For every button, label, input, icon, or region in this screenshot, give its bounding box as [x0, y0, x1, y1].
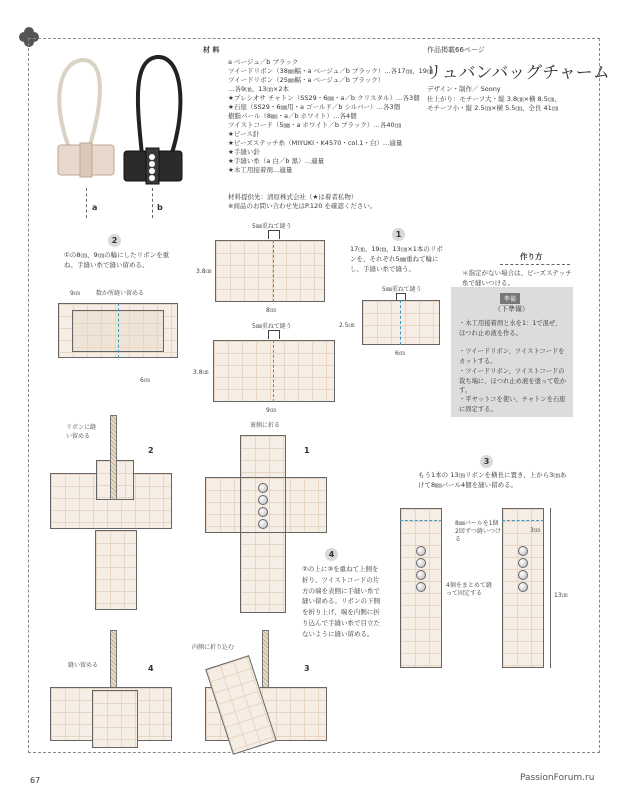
dim-3-8-a: 3.8㎝ — [196, 268, 212, 275]
pearl-note-1: 8㎜パールを1個2回ずつ縫いつける — [455, 520, 501, 543]
pearl — [416, 546, 426, 556]
ring-6cm-label: 6㎝ — [140, 377, 150, 384]
howto-note: ＊指定がない場合は、ビーズステッチ糸で縫いつける。 — [462, 269, 572, 287]
howto-underline — [500, 264, 570, 265]
prep-box — [451, 287, 573, 417]
center-sew-label: 数か所縫い留める — [96, 290, 145, 297]
pearl — [258, 507, 268, 517]
seam-line — [400, 300, 401, 345]
ring-9cm-diagram — [213, 340, 335, 402]
page-title: リュバンバッグチャーム — [425, 63, 610, 83]
material-item: ツイードリボン（38㎜幅・a ベージュ／b ブラック）…各17㎝、19㎝ — [228, 67, 434, 75]
fig2-ribbon-vertical — [95, 530, 137, 610]
prep-item: ・木工用接着剤と水を1：1で混ぜ、ほつれ止め液を作る。 — [459, 320, 562, 337]
material-item: ★ビーズステッチ糸（MIYUKI・K4570・col.1・白）…適量 — [228, 139, 403, 147]
step-3-text: もう1本の 13㎝リボンを横長に置き、上から3㎝あけて8㎜パール4個を縫い留める。 — [418, 471, 567, 489]
prep-item: ・ツイードリボン、ツイストコードの裁ち端に、ほつれ止め液を塗って乾かす。 — [459, 368, 567, 394]
dim-13cm-line — [550, 508, 551, 668]
pearl — [518, 558, 528, 568]
ring-6cm-diagram — [362, 300, 440, 345]
material-item: ツイードリボン（25㎜幅・a ベージュ／b ブラック） — [228, 76, 385, 84]
figure-3-label: 3 — [304, 664, 310, 673]
howto-heading: 作り方 — [520, 252, 543, 261]
dim-3cm: 3㎝ — [530, 527, 540, 534]
figure-4-label: 4 — [148, 664, 154, 673]
photo-dash-b — [152, 188, 153, 218]
overlap-label-1: 5㎜重ねて縫う — [252, 223, 292, 230]
prep-title: （下準備） — [494, 305, 529, 313]
materials-list — [228, 58, 433, 175]
seam-line — [273, 240, 274, 302]
step-4-number: 4 — [325, 548, 338, 561]
ring-9cm-label: 9㎝ — [70, 290, 80, 297]
photo-dash-a — [86, 188, 87, 218]
pearl — [518, 546, 528, 556]
material-item: a ベージュ／b ブラック — [228, 58, 299, 66]
watermark: PassionForum.ru — [520, 773, 595, 783]
step-4-text: ②の上に③を重ねて上側を折り、ツイストコードの片方の端を表側に手縫い糸で縫い留める。リボンの下側を折り上げ、端を内側に折り込んで手縫い糸で目立たないように縫い留める。 — [302, 565, 380, 638]
overlap-bracket-2 — [268, 330, 280, 339]
dim-2-5: 2.5㎝ — [339, 322, 355, 329]
contact-note: ※商品のお問い合わせ先はP.120 を確認ください。 — [228, 202, 377, 210]
dim-9cm: 9㎝ — [266, 407, 276, 414]
overlap-bracket-3 — [396, 293, 406, 300]
material-item: ★木工用接着剤…適量 — [228, 166, 293, 174]
dim-8cm: 8㎝ — [266, 307, 276, 314]
pearl — [416, 558, 426, 568]
fig4-ribbon-center — [92, 690, 138, 748]
photo-label-a: a — [92, 203, 98, 212]
ribbon-sew-label: リボンに縫い留める — [66, 424, 97, 440]
pearl — [518, 570, 528, 580]
size-line-1: 仕上がり：モチーフ大・縦 3.8㎝×横 8.5㎝、 — [427, 95, 561, 103]
fold-inside-label: 内側に折り込む — [192, 644, 235, 651]
fig2-twist-cord — [110, 415, 117, 500]
pearl — [518, 582, 528, 592]
step-2-text: ①の8㎝、9㎝の輪にしたリボンを重ね、手縫い糸で縫い留める。 — [64, 251, 170, 269]
material-item: ★石座（SS29・6㎜用・a ゴールド／b シルバー）…各3個 — [228, 103, 401, 111]
material-item: …各9㎝、13㎝×2本 — [228, 85, 289, 93]
figure-1-label: 1 — [304, 446, 310, 455]
step-1-number: 1 — [392, 228, 405, 241]
prep-item: ・平ヤットコを使い、チャトンを石座に固定する。 — [459, 396, 566, 413]
page-number: 67 — [30, 776, 41, 785]
step-2-number: 2 — [108, 234, 121, 247]
product-photo — [42, 45, 212, 205]
photo-label-b: b — [157, 203, 163, 212]
pearl — [416, 570, 426, 580]
fig4-twist-cord — [110, 630, 117, 690]
step-1-text: 17㎝、19㎝、13㎝×1本のリボンを、それぞれ5㎜重ねて輪にし、手縫い糸で縫う。 — [350, 245, 443, 273]
material-item: ★ピース針 — [228, 130, 260, 138]
page-reference: 作品掲載66ページ — [427, 46, 485, 54]
material-item: ツイストコード（5㎜・a ホワイト／b ブラック）…各40㎝ — [228, 121, 402, 129]
step3-dash-line — [502, 520, 544, 521]
prep-item: ・ツイードリボン、ツイストコードをカットする。 — [459, 348, 565, 365]
step3-dash-line — [400, 520, 442, 521]
dim-13cm: 13㎝ — [554, 592, 568, 599]
material-item: ★プレシオサ チャトン（SS29・6㎜・a／b クリスタル）…各3個 — [228, 94, 420, 102]
seam-line — [273, 340, 274, 402]
pearl — [258, 519, 268, 529]
dim-3-8-b: 3.8㎝ — [193, 369, 209, 376]
overlap-bracket-1 — [268, 230, 280, 239]
pearl — [416, 582, 426, 592]
material-item: ★手縫い糸（a 白／b 黒）…適量 — [228, 157, 325, 165]
fig3-twist-cord — [262, 630, 269, 690]
pearl — [258, 495, 268, 505]
center-stitch — [118, 303, 119, 358]
pearl-note-2: 4個をまとめて縫って固定する — [446, 582, 492, 597]
supplier-note: 材料提供先：清原株式会社（★は着者私物） — [228, 193, 358, 201]
prep-tag: 準備 — [500, 293, 520, 304]
fold-front-label: 裏側に折る — [250, 422, 281, 429]
step-3-number: 3 — [480, 455, 493, 468]
ring-8cm-diagram — [215, 240, 325, 302]
design-credit: デザイン・制作／ Soony — [427, 85, 501, 93]
overlap-label-3: 5㎜重ねて縫う — [382, 286, 422, 293]
material-item: 樹脂パール（8㎜・a／b ホワイト）…各4個 — [228, 112, 357, 120]
material-item: ★手縫い針 — [228, 148, 260, 156]
hidden-sew-label: 縫い留める — [68, 662, 99, 669]
figure-2-label: 2 — [148, 446, 154, 455]
materials-heading: 材 料 — [203, 46, 220, 54]
size-line-2: モチーフ小・縦 2.5㎝×横 5.5㎝、全長 41㎝ — [427, 104, 559, 112]
pearl — [258, 483, 268, 493]
dim-6cm: 6㎝ — [395, 350, 405, 357]
overlap-label-2: 5㎜重ねて縫う — [252, 323, 292, 330]
